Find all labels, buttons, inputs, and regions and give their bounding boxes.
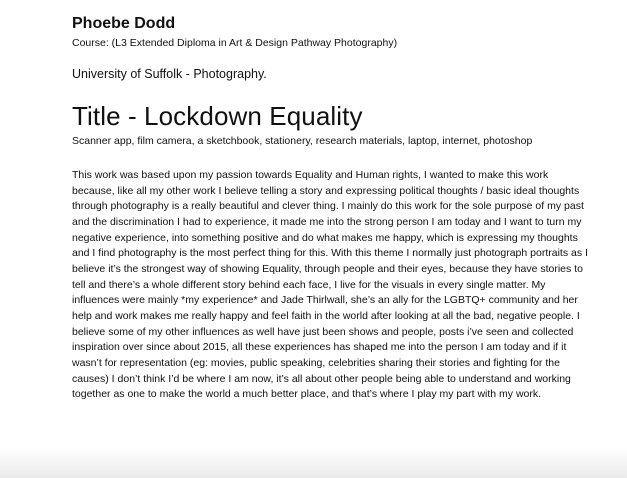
page-bottom-shadow xyxy=(0,448,627,478)
course-line: Course: (L3 Extended Diploma in Art & Design Pathway Photography) xyxy=(72,37,398,49)
university-line: University of Suffolk - Photography. xyxy=(72,67,267,81)
materials-line: Scanner app, film camera, a sketchbook, stationery, research materials, laptop, internet, photoshop xyxy=(72,135,533,147)
document-title: Title - Lockdown Equality xyxy=(72,101,363,131)
author-name: Phoebe Dodd xyxy=(72,15,176,32)
document-page xyxy=(72,12,612,403)
body-paragraph: This work was based upon my passion towards Equality and Human rights, I wanted to make this work because, like all my other work I believe telling a story and expressing political thoughts / basic ideal thoughts through photography is a really beautiful and clever thing. I mainly do this work for the sole purpose of my past and the discrimination I had to experience, it made me into the strong person I am today and I want to turn my negative experience, into something positive and do what makes me happy, which is expressing my thoughts and I find photography is the most perfect thing for this. With this theme I normally just photograph portraits as I believe it’s the strongest way of showing Equality, through people and their eyes, because they have stories to tell and there’s a whole different story behind each face, I live for the visuals in every single matter. My influences were mainly *my experience* and Jade Thirlwall, she’s an ally for the LGBTQ+ community and her help and work makes me really happy and feel faith in the world after looking at all the bad, negative people. I believe some of my other influences as well have just been shows and people, posts i’ve seen and collected inspiration over since about 2015, all these experiences has shaped me into the person I am today and if it wasn’t for representation (eg: movies, public speaking, celebrities sharing their stories and fighting for the causes) I don’t think I’d be where I am now, it’s all about other people being able to understand and working together as one to make the world a much better place, and that’s where I play my part with my work. xyxy=(72,169,588,401)
